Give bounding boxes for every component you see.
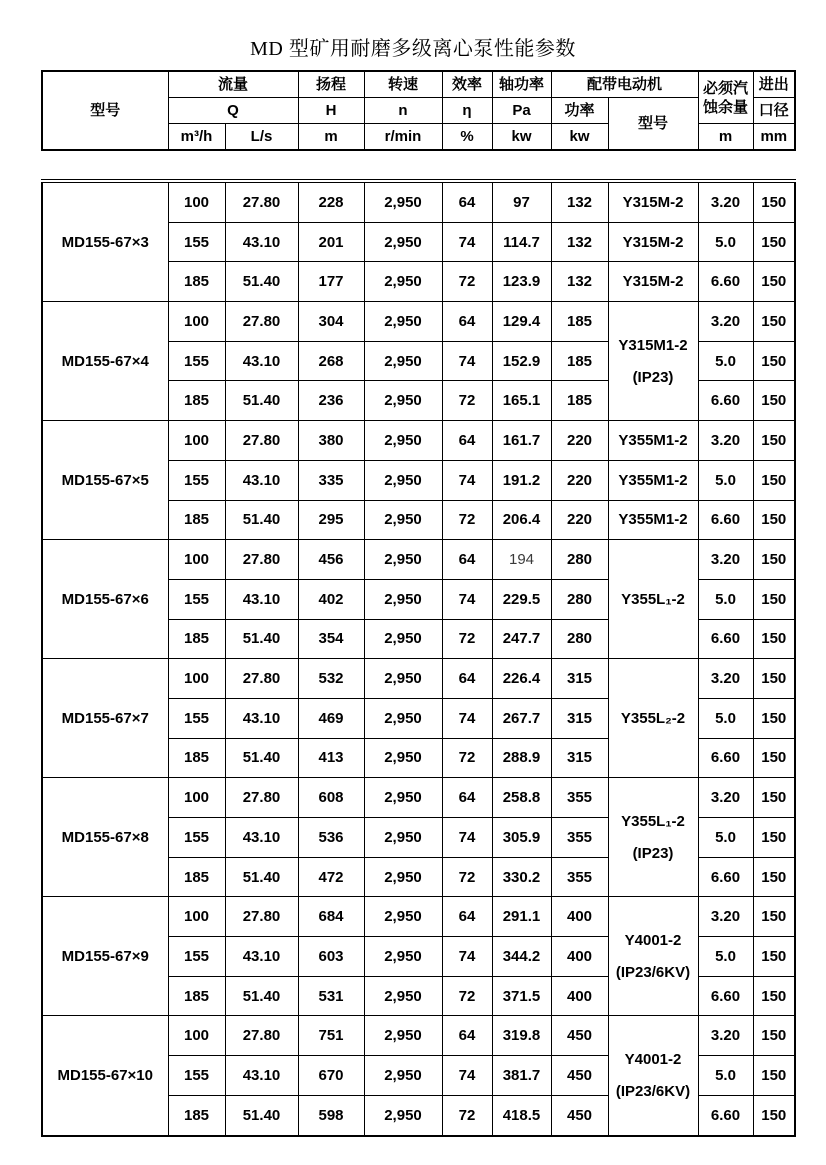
npsh-cell: 6.60 xyxy=(698,381,753,421)
npsh-cell: 3.20 xyxy=(698,302,753,342)
motor-model-line: Y355L₂-2 xyxy=(620,709,686,727)
unit-m: m xyxy=(298,124,364,151)
motor-model-line: Y315M1-2 xyxy=(618,336,688,354)
shaft-power-cell: 97 xyxy=(492,181,551,222)
flow-m3h-cell: 185 xyxy=(168,976,225,1016)
port-cell: 150 xyxy=(753,181,795,222)
head-cell: 413 xyxy=(298,738,364,778)
head-cell: 380 xyxy=(298,421,364,461)
flow-ls-cell: 43.10 xyxy=(225,460,298,500)
flow-m3h-cell: 100 xyxy=(168,1016,225,1056)
flow-ls-cell: 51.40 xyxy=(225,619,298,659)
speed-cell: 2,950 xyxy=(364,1056,442,1096)
port-cell: 150 xyxy=(753,341,795,381)
motor-power-cell: 355 xyxy=(551,857,608,897)
port-cell: 150 xyxy=(753,579,795,619)
motor-power-cell: 132 xyxy=(551,262,608,302)
speed-cell: 2,950 xyxy=(364,818,442,858)
shaft-power-cell: 247.7 xyxy=(492,619,551,659)
flow-ls-cell: 43.10 xyxy=(225,1056,298,1096)
port-cell: 150 xyxy=(753,1016,795,1056)
efficiency-cell: 74 xyxy=(442,698,492,738)
npsh-cell: 6.60 xyxy=(698,976,753,1016)
motor-model-cell xyxy=(608,540,698,659)
flow-ls-cell: 43.10 xyxy=(225,818,298,858)
efficiency-cell: 72 xyxy=(442,619,492,659)
unit-ls: L/s xyxy=(225,124,298,151)
header-row-1 xyxy=(42,71,795,98)
unit-npsh-m: m xyxy=(698,124,753,151)
speed-cell: 2,950 xyxy=(364,1016,442,1056)
motor-model-cell xyxy=(608,302,698,421)
head-cell: 236 xyxy=(298,381,364,421)
motor-model-line: Y355L₁-2 xyxy=(621,812,685,830)
efficiency-cell: 74 xyxy=(442,579,492,619)
flow-m3h-cell: 100 xyxy=(168,897,225,937)
shaft-power-cell: 288.9 xyxy=(492,738,551,778)
table-row xyxy=(42,897,795,937)
header-table xyxy=(41,70,796,151)
table-row xyxy=(42,778,795,818)
unit-kw-shaft: kw xyxy=(492,124,551,151)
port-cell: 150 xyxy=(753,222,795,262)
port-cell: 150 xyxy=(753,698,795,738)
port-cell: 150 xyxy=(753,540,795,580)
shaft-power-cell: 319.8 xyxy=(492,1016,551,1056)
efficiency-cell: 64 xyxy=(442,302,492,342)
motor-power-cell: 315 xyxy=(551,738,608,778)
flow-ls-cell: 27.80 xyxy=(225,1016,298,1056)
speed-cell: 2,950 xyxy=(364,857,442,897)
flow-ls-cell: 43.10 xyxy=(225,222,298,262)
unit-m3h: m³/h xyxy=(168,124,225,151)
efficiency-symbol: η xyxy=(442,98,492,124)
pump-model-cell: MD155-67×3 xyxy=(42,181,168,302)
flow-m3h-cell: 185 xyxy=(168,1095,225,1135)
head-symbol: H xyxy=(298,98,364,124)
speed-cell: 2,950 xyxy=(364,738,442,778)
speed-cell: 2,950 xyxy=(364,381,442,421)
shaft-power-cell: 206.4 xyxy=(492,500,551,540)
speed-cell: 2,950 xyxy=(364,619,442,659)
pump-model-cell: MD155-67×10 xyxy=(42,1016,168,1136)
flow-m3h-cell: 155 xyxy=(168,698,225,738)
pump-model-cell: MD155-67×7 xyxy=(42,659,168,778)
head-cell: 177 xyxy=(298,262,364,302)
flow-ls-cell: 51.40 xyxy=(225,738,298,778)
port-cell: 150 xyxy=(753,1056,795,1096)
flow-m3h-cell: 100 xyxy=(168,659,225,699)
motor-power-cell: 220 xyxy=(551,421,608,461)
efficiency-cell: 64 xyxy=(442,897,492,937)
flow-ls-cell: 27.80 xyxy=(225,302,298,342)
flow-ls-cell: 27.80 xyxy=(225,540,298,580)
head-cell: 536 xyxy=(298,818,364,858)
unit-kw-motor: kw xyxy=(551,124,608,151)
col-header-flow: 流量 xyxy=(168,71,298,98)
flow-ls-cell: 51.40 xyxy=(225,500,298,540)
col-header-port-line2: 口径 xyxy=(753,98,795,124)
efficiency-cell: 74 xyxy=(442,1056,492,1096)
npsh-header-line2: 蚀余量 xyxy=(703,98,749,116)
flow-m3h-cell: 185 xyxy=(168,381,225,421)
shaft-power-cell: 194 xyxy=(492,540,551,580)
speed-cell: 2,950 xyxy=(364,302,442,342)
head-cell: 532 xyxy=(298,659,364,699)
npsh-cell: 5.0 xyxy=(698,818,753,858)
pump-model-cell: MD155-67×4 xyxy=(42,302,168,421)
table-row xyxy=(42,540,795,580)
npsh-cell: 5.0 xyxy=(698,937,753,977)
table-row xyxy=(42,181,795,222)
efficiency-cell: 72 xyxy=(442,262,492,302)
motor-model-line: (IP23/6KV) xyxy=(615,1082,691,1100)
npsh-cell: 6.60 xyxy=(698,262,753,302)
speed-symbol: n xyxy=(364,98,442,124)
shaft-power-cell: 418.5 xyxy=(492,1095,551,1135)
motor-model-cell: Y315M-2 xyxy=(608,222,698,262)
motor-model-cell xyxy=(608,659,698,778)
flow-ls-cell: 43.10 xyxy=(225,341,298,381)
npsh-cell: 6.60 xyxy=(698,619,753,659)
flow-symbol: Q xyxy=(168,98,298,124)
motor-model-line: (IP23) xyxy=(632,844,674,862)
head-cell: 608 xyxy=(298,778,364,818)
head-cell: 603 xyxy=(298,937,364,977)
shaft-power-cell: 165.1 xyxy=(492,381,551,421)
pump-model-cell: MD155-67×9 xyxy=(42,897,168,1016)
speed-cell: 2,950 xyxy=(364,181,442,222)
speed-cell: 2,950 xyxy=(364,778,442,818)
flow-ls-cell: 43.10 xyxy=(225,937,298,977)
flow-m3h-cell: 100 xyxy=(168,421,225,461)
col-header-motor: 配带电动机 xyxy=(551,71,698,98)
flow-m3h-cell: 185 xyxy=(168,857,225,897)
table-row xyxy=(42,302,795,342)
port-cell: 150 xyxy=(753,778,795,818)
port-cell: 150 xyxy=(753,1095,795,1135)
flow-ls-cell: 43.10 xyxy=(225,579,298,619)
shaft-power-cell: 226.4 xyxy=(492,659,551,699)
col-header-efficiency: 效率 xyxy=(442,71,492,98)
speed-cell: 2,950 xyxy=(364,421,442,461)
flow-m3h-cell: 155 xyxy=(168,937,225,977)
shaft-power-cell: 123.9 xyxy=(492,262,551,302)
flow-ls-cell: 51.40 xyxy=(225,976,298,1016)
motor-power-cell: 280 xyxy=(551,540,608,580)
port-cell: 150 xyxy=(753,738,795,778)
port-cell: 150 xyxy=(753,460,795,500)
head-cell: 751 xyxy=(298,1016,364,1056)
head-cell: 469 xyxy=(298,698,364,738)
port-cell: 150 xyxy=(753,897,795,937)
speed-cell: 2,950 xyxy=(364,262,442,302)
flow-m3h-cell: 155 xyxy=(168,222,225,262)
flow-ls-cell: 51.40 xyxy=(225,1095,298,1135)
efficiency-cell: 72 xyxy=(442,857,492,897)
npsh-cell: 5.0 xyxy=(698,579,753,619)
efficiency-cell: 74 xyxy=(442,460,492,500)
flow-m3h-cell: 100 xyxy=(168,181,225,222)
head-cell: 456 xyxy=(298,540,364,580)
motor-power-cell: 355 xyxy=(551,778,608,818)
head-cell: 402 xyxy=(298,579,364,619)
head-cell: 268 xyxy=(298,341,364,381)
flow-ls-cell: 51.40 xyxy=(225,381,298,421)
motor-power-cell: 355 xyxy=(551,818,608,858)
shaft-power-cell: 330.2 xyxy=(492,857,551,897)
flow-m3h-cell: 100 xyxy=(168,540,225,580)
unit-mm: mm xyxy=(753,124,795,151)
col-header-head: 扬程 xyxy=(298,71,364,98)
port-cell: 150 xyxy=(753,659,795,699)
flow-ls-cell: 27.80 xyxy=(225,181,298,222)
speed-cell: 2,950 xyxy=(364,1095,442,1135)
npsh-cell: 5.0 xyxy=(698,341,753,381)
efficiency-cell: 64 xyxy=(442,778,492,818)
efficiency-cell: 72 xyxy=(442,976,492,1016)
flow-m3h-cell: 155 xyxy=(168,1056,225,1096)
shaft-power-cell: 161.7 xyxy=(492,421,551,461)
head-cell: 295 xyxy=(298,500,364,540)
npsh-cell: 5.0 xyxy=(698,460,753,500)
shaft-power-cell: 371.5 xyxy=(492,976,551,1016)
flow-ls-cell: 27.80 xyxy=(225,897,298,937)
npsh-cell: 3.20 xyxy=(698,1016,753,1056)
efficiency-cell: 74 xyxy=(442,341,492,381)
motor-power-header: 功率 xyxy=(551,98,608,124)
efficiency-cell: 64 xyxy=(442,540,492,580)
shaft-power-cell: 229.5 xyxy=(492,579,551,619)
speed-cell: 2,950 xyxy=(364,897,442,937)
col-header-speed: 转速 xyxy=(364,71,442,98)
col-header-npsh xyxy=(698,71,753,124)
flow-m3h-cell: 100 xyxy=(168,778,225,818)
motor-power-cell: 400 xyxy=(551,976,608,1016)
pump-model-cell: MD155-67×5 xyxy=(42,421,168,540)
npsh-cell: 5.0 xyxy=(698,222,753,262)
efficiency-cell: 72 xyxy=(442,738,492,778)
port-cell: 150 xyxy=(753,421,795,461)
motor-power-cell: 450 xyxy=(551,1095,608,1135)
motor-power-cell: 220 xyxy=(551,500,608,540)
npsh-cell: 6.60 xyxy=(698,500,753,540)
efficiency-cell: 72 xyxy=(442,500,492,540)
flow-m3h-cell: 100 xyxy=(168,302,225,342)
npsh-cell: 3.20 xyxy=(698,421,753,461)
pump-model-cell: MD155-67×8 xyxy=(42,778,168,897)
port-cell: 150 xyxy=(753,976,795,1016)
head-cell: 472 xyxy=(298,857,364,897)
motor-power-cell: 185 xyxy=(551,302,608,342)
motor-model-header: 型号 xyxy=(608,98,698,151)
speed-cell: 2,950 xyxy=(364,460,442,500)
table-row xyxy=(42,421,795,461)
npsh-cell: 5.0 xyxy=(698,698,753,738)
npsh-cell: 6.60 xyxy=(698,1095,753,1135)
motor-model-cell: Y355M1-2 xyxy=(608,421,698,461)
port-cell: 150 xyxy=(753,381,795,421)
flow-ls-cell: 51.40 xyxy=(225,857,298,897)
npsh-cell: 3.20 xyxy=(698,659,753,699)
motor-model-line: (IP23) xyxy=(632,368,674,386)
unit-rmin: r/min xyxy=(364,124,442,151)
flow-ls-cell: 27.80 xyxy=(225,778,298,818)
data-table xyxy=(41,179,796,1137)
speed-cell: 2,950 xyxy=(364,222,442,262)
port-cell: 150 xyxy=(753,818,795,858)
motor-model-cell: Y355M1-2 xyxy=(608,500,698,540)
speed-cell: 2,950 xyxy=(364,937,442,977)
speed-cell: 2,950 xyxy=(364,579,442,619)
motor-model-cell xyxy=(608,1016,698,1136)
shaft-power-cell: 267.7 xyxy=(492,698,551,738)
col-header-shaft-power: 轴功率 xyxy=(492,71,551,98)
motor-model-cell xyxy=(608,778,698,897)
col-header-model: 型号 xyxy=(42,71,168,150)
shaft-power-cell: 344.2 xyxy=(492,937,551,977)
flow-m3h-cell: 185 xyxy=(168,262,225,302)
flow-m3h-cell: 185 xyxy=(168,619,225,659)
speed-cell: 2,950 xyxy=(364,500,442,540)
head-cell: 335 xyxy=(298,460,364,500)
efficiency-cell: 64 xyxy=(442,1016,492,1056)
motor-model-line: Y4001-2 xyxy=(624,931,682,949)
col-header-port-line1: 进出 xyxy=(753,71,795,98)
head-cell: 598 xyxy=(298,1095,364,1135)
efficiency-cell: 64 xyxy=(442,421,492,461)
motor-model-line: (IP23/6KV) xyxy=(615,963,691,981)
head-cell: 201 xyxy=(298,222,364,262)
shaft-power-cell: 258.8 xyxy=(492,778,551,818)
npsh-cell: 5.0 xyxy=(698,1056,753,1096)
port-cell: 150 xyxy=(753,857,795,897)
head-cell: 228 xyxy=(298,181,364,222)
data-table-body xyxy=(42,181,795,1136)
motor-power-cell: 132 xyxy=(551,181,608,222)
npsh-header-line1: 必须汽 xyxy=(703,79,749,97)
speed-cell: 2,950 xyxy=(364,659,442,699)
motor-power-cell: 400 xyxy=(551,897,608,937)
npsh-cell: 6.60 xyxy=(698,738,753,778)
efficiency-cell: 74 xyxy=(442,818,492,858)
speed-cell: 2,950 xyxy=(364,976,442,1016)
shaft-power-symbol: Pa xyxy=(492,98,551,124)
efficiency-cell: 64 xyxy=(442,181,492,222)
npsh-cell: 3.20 xyxy=(698,181,753,222)
unit-percent: % xyxy=(442,124,492,151)
flow-m3h-cell: 155 xyxy=(168,818,225,858)
motor-power-cell: 220 xyxy=(551,460,608,500)
motor-power-cell: 280 xyxy=(551,619,608,659)
efficiency-cell: 64 xyxy=(442,659,492,699)
motor-power-cell: 450 xyxy=(551,1056,608,1096)
head-cell: 531 xyxy=(298,976,364,1016)
head-cell: 304 xyxy=(298,302,364,342)
flow-m3h-cell: 185 xyxy=(168,738,225,778)
efficiency-cell: 74 xyxy=(442,937,492,977)
pump-model-cell: MD155-67×6 xyxy=(42,540,168,659)
motor-model-cell: Y315M-2 xyxy=(608,262,698,302)
flow-ls-cell: 27.80 xyxy=(225,659,298,699)
efficiency-cell: 74 xyxy=(442,222,492,262)
speed-cell: 2,950 xyxy=(364,698,442,738)
flow-ls-cell: 51.40 xyxy=(225,262,298,302)
motor-power-cell: 185 xyxy=(551,341,608,381)
port-cell: 150 xyxy=(753,302,795,342)
shaft-power-cell: 291.1 xyxy=(492,897,551,937)
npsh-cell: 3.20 xyxy=(698,897,753,937)
table-row xyxy=(42,1016,795,1056)
flow-ls-cell: 27.80 xyxy=(225,421,298,461)
head-cell: 670 xyxy=(298,1056,364,1096)
motor-model-cell xyxy=(608,897,698,1016)
shaft-power-cell: 114.7 xyxy=(492,222,551,262)
motor-power-cell: 132 xyxy=(551,222,608,262)
flow-m3h-cell: 155 xyxy=(168,460,225,500)
page-title: MD 型矿用耐磨多级离心泵性能参数 xyxy=(250,38,576,60)
motor-model-line: Y355L₁-2 xyxy=(621,590,685,608)
motor-model-cell: Y355M1-2 xyxy=(608,460,698,500)
motor-power-cell: 450 xyxy=(551,1016,608,1056)
flow-m3h-cell: 155 xyxy=(168,579,225,619)
npsh-cell: 3.20 xyxy=(698,540,753,580)
motor-power-cell: 280 xyxy=(551,579,608,619)
npsh-cell: 3.20 xyxy=(698,778,753,818)
head-cell: 354 xyxy=(298,619,364,659)
table-row xyxy=(42,659,795,699)
motor-power-cell: 185 xyxy=(551,381,608,421)
shaft-power-cell: 305.9 xyxy=(492,818,551,858)
port-cell: 150 xyxy=(753,262,795,302)
flow-ls-cell: 43.10 xyxy=(225,698,298,738)
flow-m3h-cell: 155 xyxy=(168,341,225,381)
speed-cell: 2,950 xyxy=(364,341,442,381)
flow-m3h-cell: 185 xyxy=(168,500,225,540)
efficiency-cell: 72 xyxy=(442,381,492,421)
npsh-cell: 6.60 xyxy=(698,857,753,897)
shaft-power-cell: 381.7 xyxy=(492,1056,551,1096)
shaft-power-cell: 191.2 xyxy=(492,460,551,500)
efficiency-cell: 72 xyxy=(442,1095,492,1135)
shaft-power-cell: 152.9 xyxy=(492,341,551,381)
shaft-power-cell: 129.4 xyxy=(492,302,551,342)
head-cell: 684 xyxy=(298,897,364,937)
motor-power-cell: 315 xyxy=(551,659,608,699)
motor-power-cell: 315 xyxy=(551,698,608,738)
speed-cell: 2,950 xyxy=(364,540,442,580)
port-cell: 150 xyxy=(753,937,795,977)
port-cell: 150 xyxy=(753,500,795,540)
motor-power-cell: 400 xyxy=(551,937,608,977)
port-cell: 150 xyxy=(753,619,795,659)
motor-model-cell: Y315M-2 xyxy=(608,181,698,222)
motor-model-line: Y4001-2 xyxy=(624,1050,682,1068)
